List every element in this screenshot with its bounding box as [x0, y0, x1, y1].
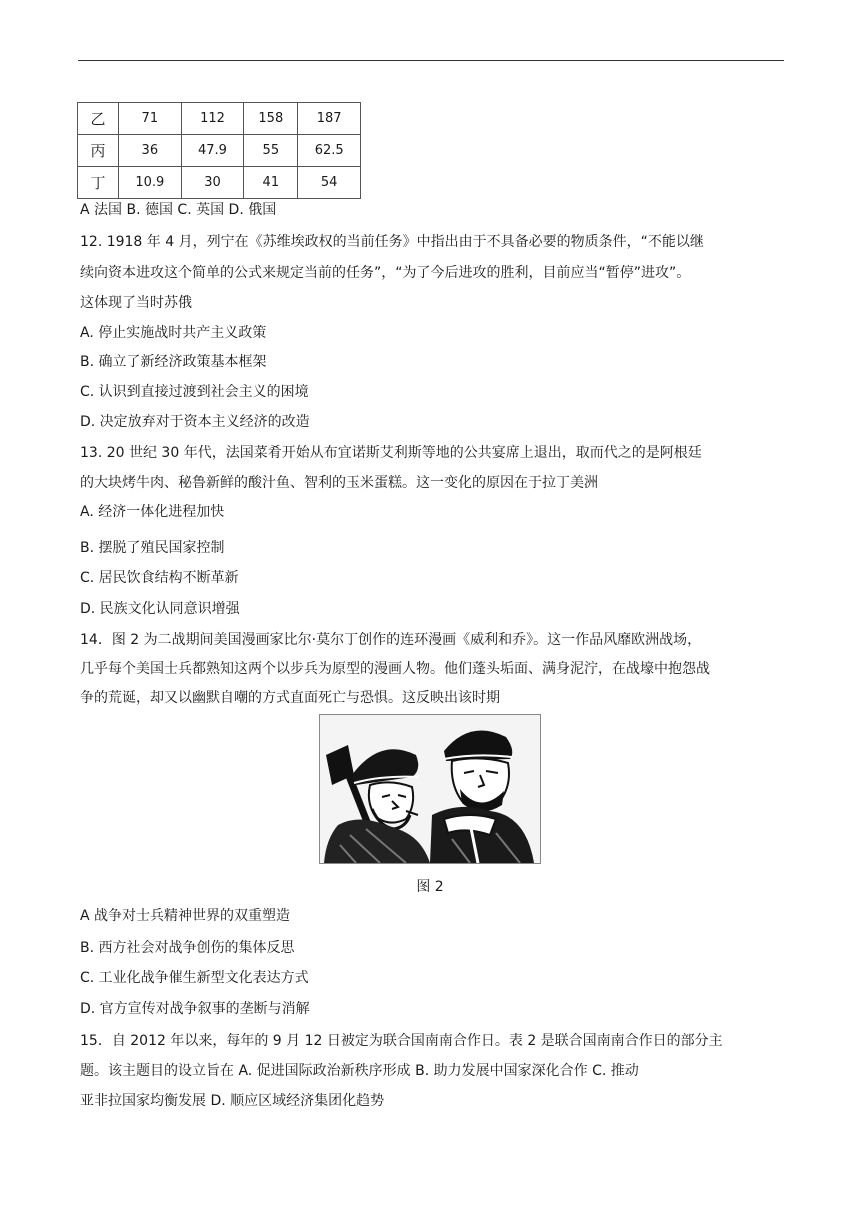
row-label: 乙	[78, 103, 119, 135]
table-cell: 41	[244, 167, 298, 199]
q12-stem-line: 续向资本进攻这个简单的公式来规定当前的任务”，“为了今后进攻的胜利，目前应当“暂停”进攻”。	[80, 265, 691, 281]
table-cell: 47.9	[181, 135, 244, 167]
q14-stem-line: 几乎每个美国士兵都熟知这两个以步兵为原型的漫画人物。他们蓬头垢面、满身泥泞，在战壕中抱怨战	[80, 661, 710, 677]
q12-option-b: B. 确立了新经济政策基本框架	[80, 354, 267, 370]
q12-option-a: A. 停止实施战时共产主义政策	[80, 325, 267, 341]
q13-option-c: C. 居民饮食结构不断革新	[80, 570, 239, 586]
q12-option-d: D. 决定放弃对于资本主义经济的改造	[80, 414, 310, 430]
q13-option-b: B. 摆脱了殖民国家控制	[80, 540, 225, 556]
q12-stem-line: 12. 1918 年 4 月，列宁在《苏维埃政权的当前任务》中指出由于不具备必要的物质条件，“不能以继	[80, 234, 704, 250]
table-cell: 30	[181, 167, 244, 199]
table-row	[78, 167, 361, 199]
q14-stem-line: 争的荒诞，却又以幽默自嘲的方式直面死亡与恐惧。这反映出该时期	[80, 690, 500, 706]
header-rule	[78, 60, 784, 61]
row-label: 丙	[78, 135, 119, 167]
q14-option-a: A 战争对士兵精神世界的双重塑造	[80, 908, 291, 924]
q13-stem-line: 的大块烤牛肉、秘鲁新鲜的酸汁鱼、智利的玉米蛋糕。这一变化的原因在于拉丁美洲	[80, 475, 598, 491]
q14-option-c: C. 工业化战争催生新型文化表达方式	[80, 970, 309, 986]
cartoon-figure	[319, 714, 541, 864]
table-cell: 112	[181, 103, 244, 135]
q11-options: A 法国 B. 德国 C. 英国 D. 俄国	[80, 202, 277, 218]
q12-option-c: C. 认识到直接过渡到社会主义的困境	[80, 384, 309, 400]
q14-stem-line: 14．图 2 为二战期间美国漫画家比尔·莫尔丁创作的连环漫画《威利和乔》。这一作品风靡欧洲战场，	[80, 632, 702, 648]
q15-stem-line: 15．自 2012 年以来，每年的 9 月 12 日被定为联合国南南合作日。表 2 是联合国南南合作日的部分主	[80, 1033, 723, 1049]
cartoon-illustration	[320, 715, 540, 863]
table-row	[78, 103, 361, 135]
row-label: 丁	[78, 167, 119, 199]
q14-option-d: D. 官方宣传对战争叙事的垄断与消解	[80, 1001, 310, 1017]
q14-option-b: B. 西方社会对战争创伤的集体反思	[80, 940, 295, 956]
q13-stem-line: 13. 20 世纪 30 年代，法国菜肴开始从布宜诺斯艾利斯等地的公共宴席上退出，取而代之的是阿根廷	[80, 445, 702, 461]
q15-stem-line: 亚非拉国家均衡发展 D. 顺应区域经济集团化趋势	[80, 1093, 385, 1109]
table-cell: 10.9	[119, 167, 182, 199]
figure-caption: 图 2	[416, 879, 444, 895]
table-cell: 62.5	[298, 135, 361, 167]
table-cell: 71	[119, 103, 182, 135]
q12-stem-line: 这体现了当时苏俄	[80, 295, 192, 311]
table-cell: 36	[119, 135, 182, 167]
q13-option-d: D. 民族文化认同意识增强	[80, 601, 240, 617]
table-cell: 54	[298, 167, 361, 199]
table-cell: 55	[244, 135, 298, 167]
q13-option-a: A. 经济一体化进程加快	[80, 504, 225, 520]
data-table	[77, 102, 361, 199]
q15-stem-line: 题。该主题目的设立旨在 A. 促进国际政治新秩序形成 B. 助力发展中国家深化合作 C. 推动	[80, 1063, 639, 1079]
table-cell: 187	[298, 103, 361, 135]
table-row	[78, 135, 361, 167]
table-cell: 158	[244, 103, 298, 135]
